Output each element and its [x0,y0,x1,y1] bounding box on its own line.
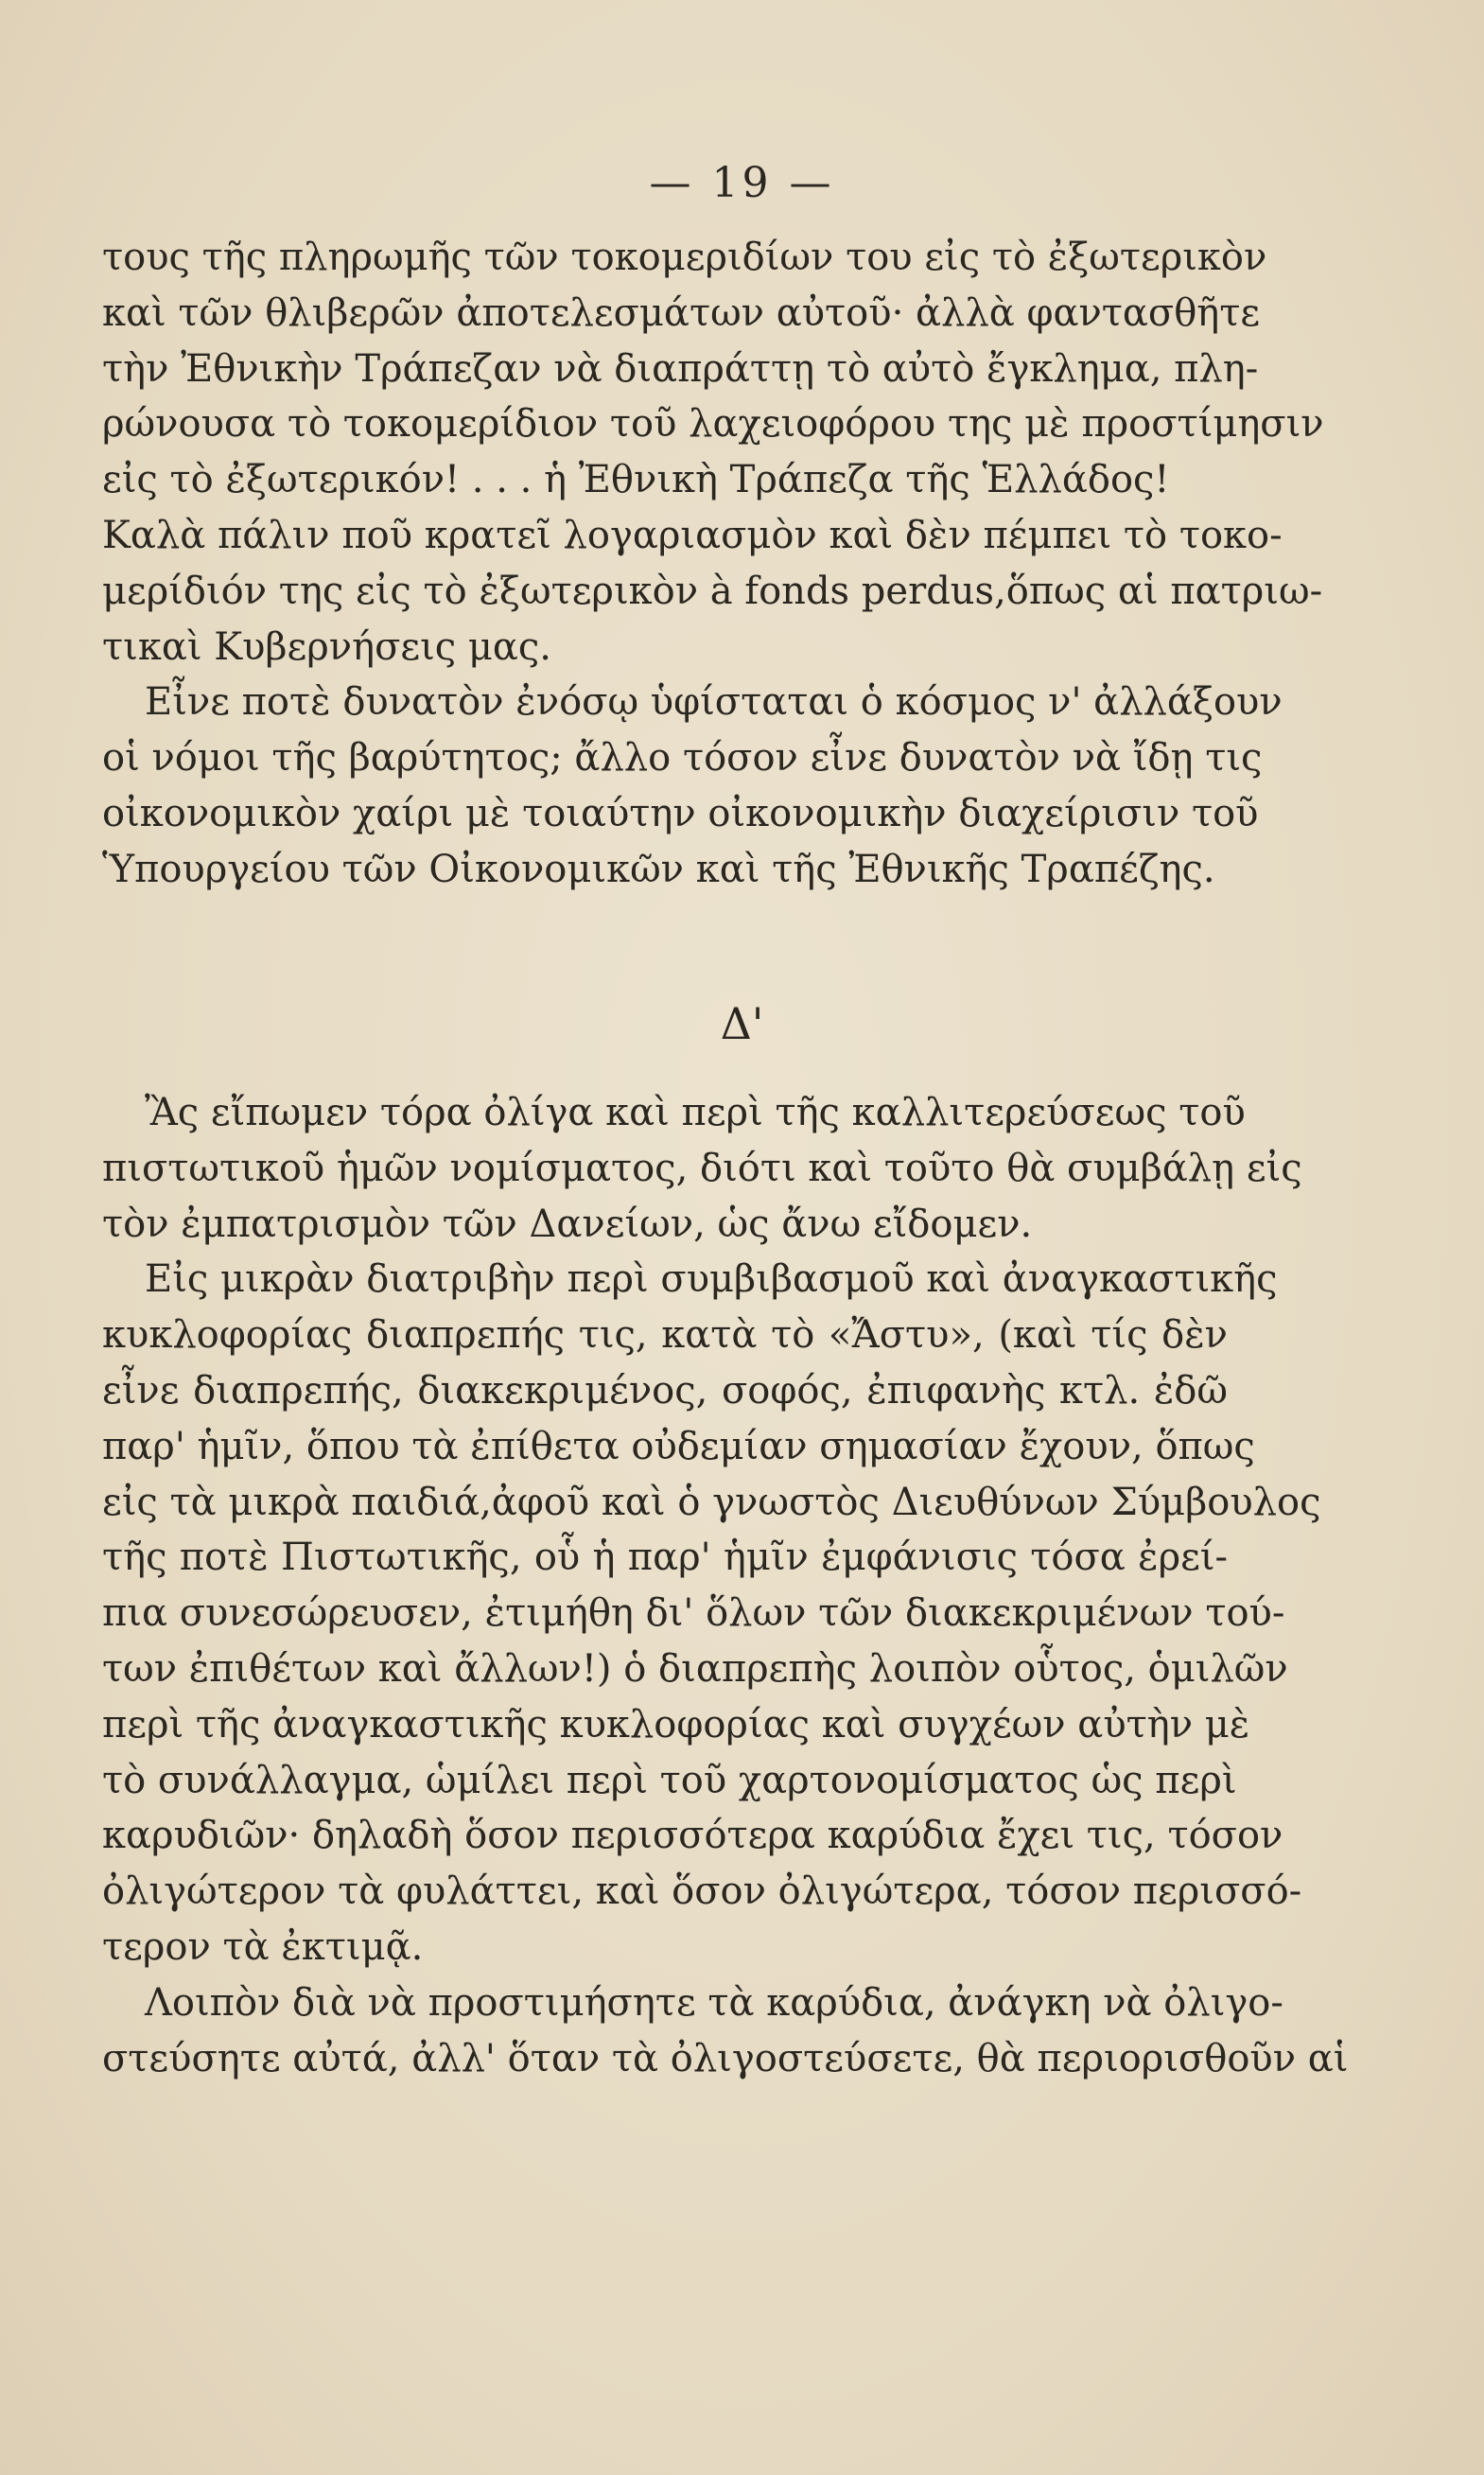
text-line: εἰς τὸ ἐξωτερικόν! . . . ἡ Ἐθνικὴ Τράπεζα τῆς Ἑλλάδος! [102,458,1170,502]
text-line: εἶνε διαπρεπής, διακεκριμένος, σοφός, ἐπιφανὴς κτλ. ἐδῶ [102,1368,1228,1413]
text-line: Ὑπουργείου τῶν Οἰκονομικῶν καὶ τῆς Ἐθνικῆς Τραπέζης. [102,847,1215,891]
text-line: των ἐπιθέτων καὶ ἄλλων!) ὁ διαπρεπὴς λοιπὸν οὗτος, ὁμιλῶν [102,1646,1288,1691]
text-line: πιστωτικοῦ ἡμῶν νομίσματος, διότι καὶ τοῦτο θὰ συμβάλῃ εἰς [102,1146,1302,1190]
text-line: τῆς ποτὲ Πιστωτικῆς, οὗ ἡ παρ' ἡμῖν ἐμφάνισις τόσα ἐρεί- [102,1536,1228,1580]
text-line: τὴν Ἐθνικὴν Τράπεζαν νὰ διαπράττῃ τὸ αὐτὸ ἔγκλημα, πλη- [102,346,1259,391]
text-line: εἰς τὰ μικρὰ παιδιά,ἀφοῦ καὶ ὁ γνωστὸς Διευθύνων Σύμβουλος [102,1480,1321,1524]
text-line: τερον τὰ ἐκτιμᾷ. [102,1924,424,1969]
text-line: ρώνουσα τὸ τοκομερίδιον τοῦ λαχειοφόρου της μὲ προστίμησιν [102,402,1324,447]
text-line: Λοιπὸν διὰ νὰ προστιμήσητε τὰ καρύδια, ἀνάγκη νὰ ὀλιγο- [145,1980,1283,2025]
text-line: ὀλιγώτερον τὰ φυλάττει, καὶ ὅσον ὀλιγώτερα, τόσον περισσό- [102,1869,1302,1914]
text-line: οἱ νόμοι τῆς βαρύτητος; ἄλλο τόσον εἶνε δυνατὸν νὰ ἴδῃ τις [102,736,1263,781]
text-block-top [102,230,1324,898]
text-line: Ἂς εἴπωμεν τόρα ὀλίγα καὶ περὶ τῆς καλλιτερεύσεως τοῦ [145,1091,1246,1134]
text-line: τὸ συνάλλαγμα, ὡμίλει περὶ τοῦ χαρτονομίσματος ὡς περὶ [102,1758,1237,1802]
text-line: τικαὶ Κυβερνήσεις μας. [102,624,552,669]
text-line: μερίδιόν της εἰς τὸ ἐξωτερικὸν à fonds perdus,ὅπως αἱ πατριω- [102,569,1323,613]
text-line: παρ' ἡμῖν, ὅπου τὰ ἐπίθετα οὐδεμίαν σημασίαν ἔχουν, ὅπως [102,1424,1255,1468]
text-line: Εἰς μικρὰν διατριβὴν περὶ συμβιβασμοῦ καὶ ἀναγκαστικῆς [145,1257,1278,1302]
text-line: πια συνεσώρευσεν, ἐτιμήθη δι' ὅλων τῶν διακεκριμένων τού- [102,1591,1285,1636]
text-line: περὶ τῆς ἀναγκαστικῆς κυκλοφορίας καὶ συγχέων αὐτὴν μὲ [102,1702,1250,1747]
section-heading: Δ' [720,998,764,1049]
text-line: τους τῆς πληρωμῆς τῶν τοκομεριδίων του εἰς τὸ ἐξωτερικὸν [102,236,1267,279]
text-line: κυκλοφορίας διαπρεπής τις, κατὰ τὸ «Ἄστυ», (καὶ τίς δὲν [102,1313,1228,1358]
text-line: Εἶνε ποτὲ δυνατὸν ἐνόσῳ ὑφίσταται ὁ κόσμος ν' ἀλλάξουν [145,680,1283,725]
text-line: καὶ τῶν θλιβερῶν ἀποτελεσμάτων αὐτοῦ· ἀλλὰ φαντασθῆτε [102,290,1261,335]
page-number: — 19 — [649,159,835,207]
text-line: στεύσητε αὐτά, ἀλλ' ὅταν τὰ ὀλιγοστεύσετε, θὰ περιορισθοῦν αἱ [102,2036,1349,2080]
text-line: Καλὰ πάλιν ποῦ κρατεῖ λογαριασμὸν καὶ δὲν πέμπει τὸ τοκο- [102,513,1283,557]
text-line: καρυδιῶν· δηλαδὴ ὅσον περισσότερα καρύδια ἔχει τις, τόσον [102,1814,1283,1858]
text-block-bottom [102,1085,1349,2086]
text-line: οἰκονομικὸν χαίρι μὲ τοιαύτην οἰκονομικὴν διαχείρισιν τοῦ [102,791,1259,835]
text-line: τὸν ἐμπατρισμὸν τῶν Δανείων, ὡς ἄνω εἴδομεν. [102,1202,1033,1246]
